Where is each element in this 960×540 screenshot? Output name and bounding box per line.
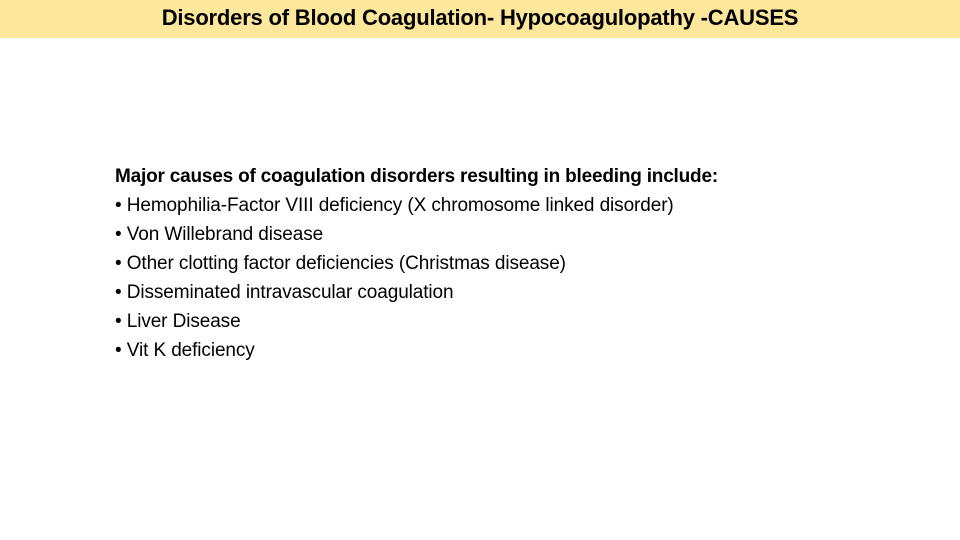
title-bar (0, 0, 960, 38)
slide-title: Disorders of Blood Coagulation- Hypocoagulopathy -CAUSES (161, 5, 799, 30)
list-item-dic: • Disseminated intravascular coagulation (115, 282, 454, 303)
content-heading: Major causes of coagulation disorders resulting in bleeding include: (115, 166, 718, 187)
list-item-other-factor-deficiencies: • Other clotting factor deficiencies (Christmas disease) (115, 253, 566, 274)
list-item-von-willebrand: • Von Willebrand disease (115, 224, 324, 245)
causes-list (115, 191, 915, 365)
list-item-liver-disease: • Liver Disease (115, 311, 241, 332)
slide-content (115, 162, 915, 365)
list-item-hemophilia: • Hemophilia-Factor VIII deficiency (X chromosome linked disorder) (115, 195, 674, 216)
list-item-vit-k-deficiency: • Vit K deficiency (115, 340, 255, 361)
